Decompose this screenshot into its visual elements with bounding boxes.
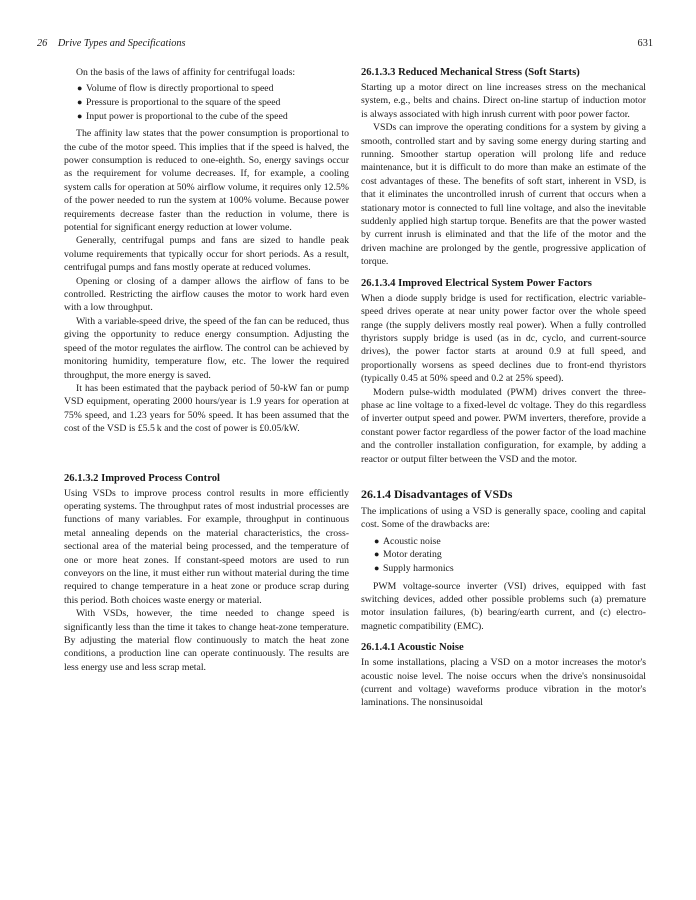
chapter-title: Drive Types and Specifications [57, 38, 186, 49]
body-paragraph: It has been estimated that the payback period of 50-kW fan or pump VSD equipment, operating 2000 hours/year is 1.9 years for operation at 75% speed, and 1.23 years for 50% speed. It has been assumed that the cost of the VSD is £5.5 k and the cost of power is £0.05/kW. [64, 382, 349, 435]
body-paragraph: Opening or closing of a damper allows the airflow of fans to be controlled. Restricting the airflow causes the motor to work hard even with a low throughput. [64, 275, 349, 314]
body-paragraph: The affinity law states that the power consumption is proportional to the cube of the motor speed. This implies that if the speed is halved, the power consumption is reduced to one-eighth. So, energy savings occur as the requirement for volume decreases. If, for example, a cooling system calls for operation at 50% airflow volume, it requires only 12.5% of the power needed to run the system at 100% volume. Because power requirements decrease faster than the reduction in volume, there is potential for significant energy reduction at lower volume. [64, 128, 349, 234]
body-paragraph: With a variable-speed drive, the speed of the fan can be reduced, thus giving the opportunity to reduce energy consumption. Adjusting the speed of the motor regulates the airflow. The control can be achieved by monitoring humidity, temperature flow, etc. The lower the required throughput, the more energy is saved. [64, 315, 349, 381]
bullet-icon: ● [77, 97, 83, 107]
body-paragraph: VSDs can improve the operating conditions for a system by giving a smooth, controlled start and by saving some energy during starting and running. Smoother startup operation will prolong life and reduce maintenance, but it is difficult to do more than make an estimate of the cost advantages of these. The benefits of soft start, inherent in VSD, is that it eliminates the uncontrolled inrush of current that occurs when a stationary motor is connected to full line voltage, and also the inevitable suddenly applied high startup torque. Benefits are that the power wasted by current inrush is eliminated and that the life of the motor and the driven machine are prolonged by the gentle, progressive application of torque. [361, 122, 646, 268]
body-paragraph: PWM voltage-source inverter (VSI) drives, equipped with fast switching devices, added other possible problems such (a) premature motor insulation failures, (b) bearing/earth current, and (c) electro-magnetic compatibility (EMC). [361, 580, 646, 632]
header-left [37, 38, 186, 49]
page-number: 631 [637, 38, 653, 49]
list-item: ● Volume of flow is directly proportional to speed [77, 83, 274, 95]
list-item: ● Acoustic noise [374, 535, 441, 547]
section-heading: 26.1.3.4 Improved Electrical System Power Factors [361, 277, 592, 289]
body-paragraph: Generally, centrifugal pumps and fans are sized to handle peak volume requirements that typically occur for short periods. As a result, centrifugal pumps and fans mostly operate at reduced volumes. [64, 235, 349, 274]
bullet-icon: ● [374, 562, 380, 573]
bullet-icon: ● [374, 535, 380, 546]
body-paragraph: The implications of using a VSD is generally space, cooling and capital cost. Some of the drawbacks are: [361, 505, 646, 531]
body-paragraph: When a diode supply bridge is used for rectification, electric variable-speed drives operate at near unity power factor over the whole speed range (the supply delivers mostly real power). When a fully controlled thyristors supply bridge is used (as in dc, cyclo, and current-source drives), the power factor starts at around 0.9 at full speed, and proportionally worsens as speed declines due to front-end thyristors (typically 0.45 at 50% speed and 0.2 at 25% speed). [361, 292, 646, 385]
section-heading: 26.1.4.1 Acoustic Noise [361, 642, 464, 654]
list-item: ● Input power is proportional to the cube of the speed [77, 110, 288, 122]
list-item: ● Pressure is proportional to the square of the speed [77, 97, 281, 108]
running-header [37, 38, 653, 52]
bullet-icon: ● [77, 83, 83, 94]
intro-paragraph: On the basis of the laws of affinity for centrifugal loads: [76, 67, 296, 78]
chapter-number: 26 [37, 38, 48, 49]
left-column [64, 66, 349, 674]
section-heading: 26.1.3.3 Reduced Mechanical Stress (Soft Starts) [361, 67, 580, 78]
section-heading: 26.1.3.2 Improved Process Control [64, 472, 220, 484]
affinity-bullet-list [64, 82, 349, 123]
right-column [361, 66, 646, 710]
list-item: ● Motor derating [374, 549, 442, 561]
body-paragraph: With VSDs, however, the time needed to change speed is significantly less than the time it takes to change heat-zone temperature. By adjusting the material flow continuously to match the heat zone conditions, a production line can operate continuously. The results are less energy use and less scrap metal. [64, 608, 349, 673]
bullet-icon: ● [77, 110, 83, 121]
body-paragraph: Modern pulse-width modulated (PWM) drives convert the three-phase ac line voltage to a fixed-level dc voltage. They do this regardless of inverter output speed and power. PWM inverters, therefore, provide a constant power factor regardless of the power factor of the load machine and the controller installation configuration, for example, by adding a reactor or output filter between the VSD and the motor. [361, 386, 646, 465]
body-paragraph: In some installations, placing a VSD on a motor increases the motor's acoustic noise level. The noise occurs when the drive's nonsinusoidal (current and voltage) waveforms produce vibration in the motor's laminations. The nonsinusoidal [361, 657, 646, 709]
bullet-icon: ● [374, 549, 380, 560]
section-heading: 26.1.4 Disadvantages of VSDs [361, 486, 513, 501]
body-paragraph: Starting up a motor direct on line increases stress on the mechanical system, e.g., belts and chains. Direct on-line startup of induction motor is always associated with high inrush current with poor power factor. [361, 82, 646, 120]
drawbacks-bullet-list [361, 535, 646, 576]
body-paragraph: Using VSDs to improve process control results in more efficiently operating systems. The throughput rates of most industrial processes are functions of many variables. For example, throughput in continuous metal annealing depends on the material characteristics, the cross-sectional area of the material being processed, and the temperature of one or more heat zones. If constant-speed motors are used to run conveyors on the line, it must either run without material during the time required to change temperature in a heat zone or produce scrap during this period. Both choices waste energy or material. [64, 487, 349, 606]
list-item: ● Supply harmonics [374, 562, 454, 574]
